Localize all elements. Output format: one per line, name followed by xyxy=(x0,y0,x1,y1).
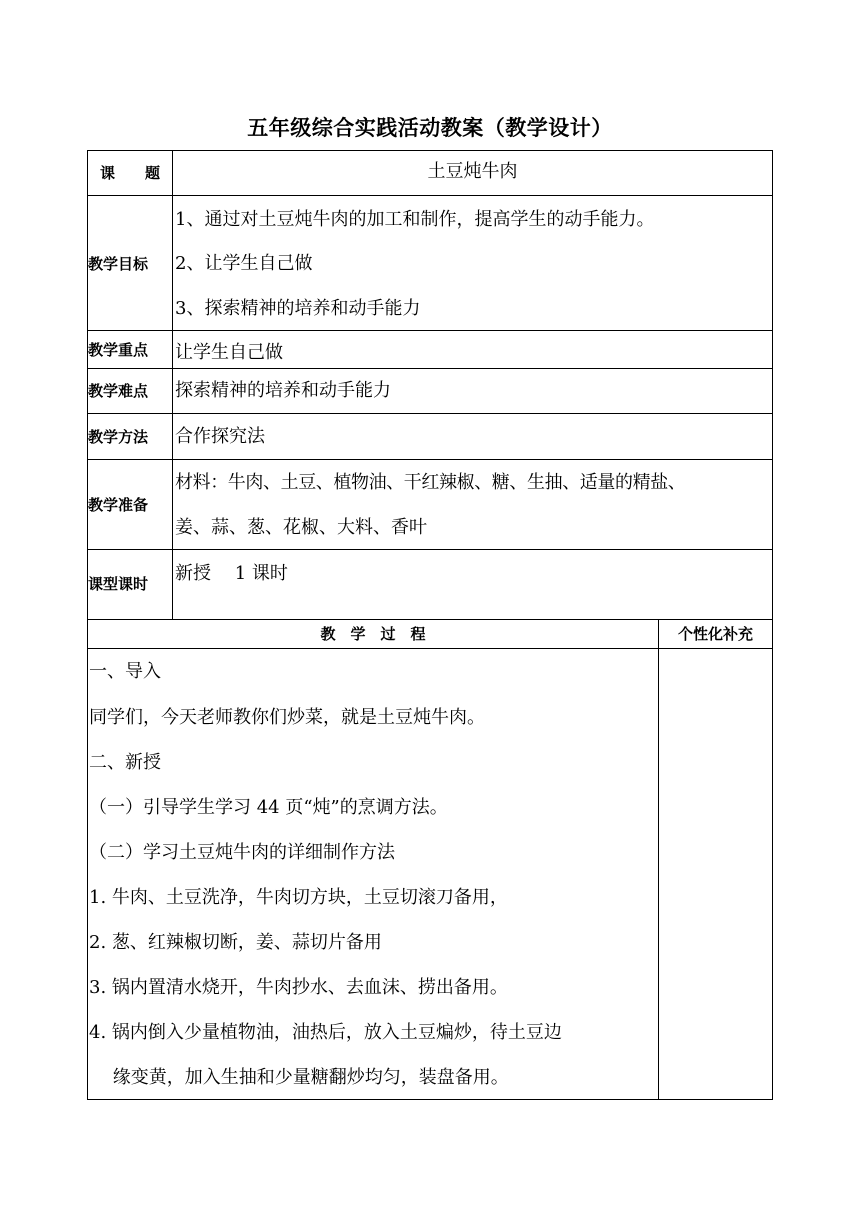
topic-label: 课 题 xyxy=(99,164,160,182)
process-line: 缘变黄，加入生抽和少量糖翻炒均匀，装盘备用。 xyxy=(89,1067,509,1088)
process-line: 同学们，今天老师教你们炒菜，就是土豆炖牛肉。 xyxy=(89,707,485,728)
row-divider xyxy=(87,619,773,620)
row-divider xyxy=(87,459,773,460)
page-title: 五年级综合实践活动教案（教学设计） xyxy=(247,116,613,140)
process-header: 教 学 过 程 xyxy=(320,625,426,643)
table-border-top xyxy=(87,150,773,151)
row-divider xyxy=(87,330,773,331)
row-divider xyxy=(87,413,773,414)
table-border-right xyxy=(772,150,773,1100)
topic-value: 土豆炖牛肉 xyxy=(427,161,518,182)
process-line: 4. 锅内倒入少量植物油，油热后，放入土豆煸炒，待土豆边 xyxy=(89,1022,562,1043)
preparation-label: 教学准备 xyxy=(88,496,149,514)
key-point-label: 教学重点 xyxy=(88,341,149,359)
process-line: 二、新授 xyxy=(89,752,161,773)
supplement-cell xyxy=(659,649,772,1099)
method-label: 教学方法 xyxy=(88,428,149,446)
row-divider xyxy=(87,368,773,369)
lesson-type-value: 新授 1 课时 xyxy=(175,563,288,584)
row-divider xyxy=(87,549,773,550)
objective-item: 2、让学生自己做 xyxy=(175,253,313,274)
process-line: （二）学习土豆炖牛肉的详细制作方法 xyxy=(89,842,395,863)
label-column-divider xyxy=(172,150,173,619)
supplement-header: 个性化补充 xyxy=(677,625,753,643)
process-line: 2. 葱、红辣椒切断，姜、蒜切片备用 xyxy=(89,932,382,953)
row-divider xyxy=(87,195,773,196)
key-point-value: 让学生自己做 xyxy=(175,342,283,363)
lesson-type-label: 课型课时 xyxy=(88,575,149,593)
method-value: 合作探究法 xyxy=(175,426,265,447)
objective-item: 3、探索精神的培养和动手能力 xyxy=(175,298,421,319)
process-line: 1. 牛肉、土豆洗净，牛肉切方块，土豆切滚刀备用， xyxy=(89,887,508,908)
process-line: （一）引导学生学习 44 页“炖”的烹调方法。 xyxy=(89,797,448,818)
process-line: 3. 锅内置清水烧开，牛肉抄水、去血沫、捞出备用。 xyxy=(89,977,508,998)
process-line: 一、导入 xyxy=(89,661,161,682)
preparation-line: 材料：牛肉、土豆、植物油、干红辣椒、糖、生抽、适量的精盐、 xyxy=(175,472,686,493)
objectives-label: 教学目标 xyxy=(88,255,149,273)
difficulty-value: 探索精神的培养和动手能力 xyxy=(175,380,391,401)
difficulty-label: 教学难点 xyxy=(88,382,149,400)
objective-item: 1、通过对土豆炖牛肉的加工和制作，提高学生的动手能力。 xyxy=(175,209,655,230)
table-border-bottom xyxy=(87,1099,773,1100)
preparation-line: 姜、蒜、葱、花椒、大料、香叶 xyxy=(175,517,427,538)
